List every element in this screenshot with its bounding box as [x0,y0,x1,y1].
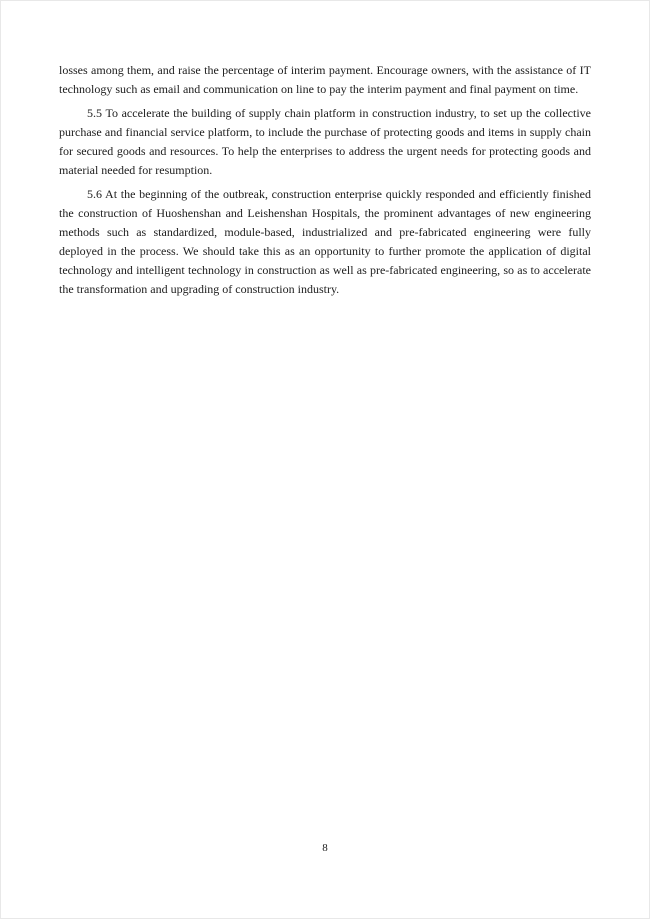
page-footer [1,838,649,856]
paragraph-continuation: losses among them, and raise the percentage of interim payment. Encourage owners, with the assistance of IT technology such as email and communication on line to pay the interim payment and final payment on time. [59,63,591,96]
paragraph-section-5-6: 5.6 At the beginning of the outbreak, construction enterprise quickly responded and efficiently finished the construction of Huoshenshan and Leishenshan Hospitals, the prominent advantages of new engineering methods such as standardized, module-based, industrialized and pre-fabricated engineering were fully deployed in the process. We should take this as an opportunity to further promote the application of digital technology and intelligent technology in construction as well as pre-fabricated engineering, so as to accelerate the transformation and upgrading of construction industry. [59,187,591,296]
document-content [59,61,591,304]
paragraph-section-5-5: 5.5 To accelerate the building of supply chain platform in construction industry, to set up the collective purchase and financial service platform, to include the purchase of protecting goods and items in supply chain for secured goods and resources. To help the enterprises to address the urgent needs for protecting goods and material needed for resumption. [59,106,591,177]
page-number: 8 [322,842,328,854]
